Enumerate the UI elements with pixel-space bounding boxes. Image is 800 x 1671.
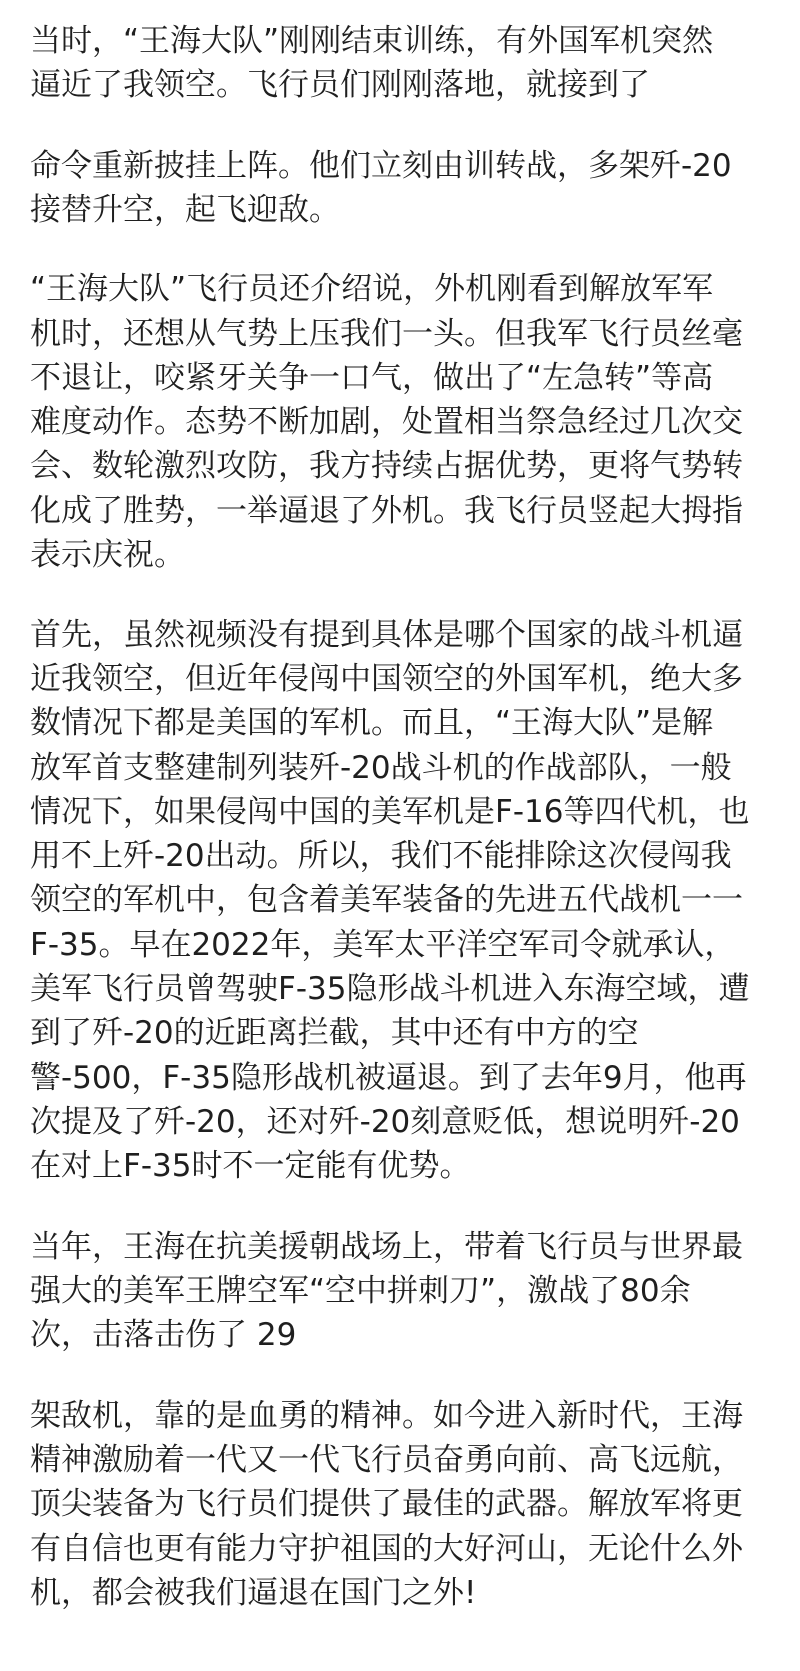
text-line: 当年，王海在抗美援朝战场上，带着飞行员与世界最 — [30, 1229, 743, 1265]
text-line: 当时，“王海大队”刚刚结束训练，有外国军机突然 — [30, 23, 714, 59]
text-line: 化成了胜势，一举逼退了外机。我飞行员竖起大拇指 — [30, 493, 743, 529]
text-line: 警-500，F-35隐形战机被逼退。到了去年9月，他再 — [30, 1060, 747, 1096]
text-line: 机，都会被我们逼退在国门之外! — [30, 1575, 477, 1611]
text-line: 到了歼-20的近距离拦截，其中还有中方的空 — [30, 1015, 639, 1051]
text-line: 逼近了我领空。飞行员们刚刚落地，就接到了 — [30, 67, 650, 103]
text-line: 机时，还想从气势上压我们一头。但我军飞行员丝毫 — [30, 316, 743, 352]
text-line: 放军首支整建制列装歼-20战斗机的作战部队，一般 — [30, 750, 732, 786]
text-line: “王海大队”飞行员还介绍说，外机刚看到解放军军 — [30, 271, 714, 307]
text-line: 有自信也更有能力守护祖国的大好河山，无论什么外 — [30, 1531, 743, 1567]
text-line: 数情况下都是美国的军机。而且，“王海大队”是解 — [30, 705, 714, 741]
text-line: 难度动作。态势不断加剧，处置相当祭急经过几次交 — [30, 404, 743, 440]
text-line: 会、数轮激烈攻防，我方持续占据优势，更将气势转 — [30, 448, 743, 484]
text-line: 首先，虽然视频没有提到具体是哪个国家的战斗机逼 — [30, 617, 743, 653]
text-line: F-35。早在2022年，美军太平洋空军司令就承认， — [30, 927, 736, 963]
text-line: 次提及了歼-20，还对歼-20刻意贬低，想说明歼-20 — [30, 1104, 740, 1140]
text-line: 顶尖装备为飞行员们提供了最佳的武器。解放军将更 — [30, 1486, 743, 1522]
text-line: 在对上F-35时不一定能有优势。 — [30, 1148, 471, 1184]
text-line: 美军飞行员曾驾驶F-35隐形战斗机进入东海空域，遭 — [30, 971, 750, 1007]
text-line: 次，击落击伤了 29 — [30, 1317, 297, 1353]
text-line: 领空的军机中，包含着美军装备的先进五代战机一一 — [30, 882, 743, 918]
text-line: 接替升空，起飞迎敌。 — [30, 192, 340, 228]
text-line: 用不上歼-20出动。所以，我们不能排除这次侵闯我 — [30, 838, 732, 874]
text-line: 近我领空，但近年侵闯中国领空的外国军机，绝大多 — [30, 661, 743, 697]
text-line: 精神激励着一代又一代飞行员奋勇向前、高飞远航， — [30, 1442, 743, 1478]
text-line: 强大的美军王牌空军“空中拼刺刀”，激战了80余 — [30, 1273, 691, 1309]
text-line: 情况下，如果侵闯中国的美军机是F-16等四代机，也 — [30, 794, 750, 830]
text-line: 不退让，咬紧牙关争一口气，做出了“左急转”等高 — [30, 360, 714, 396]
text-line: 命令重新披挂上阵。他们立刻由训转战，多架歼-20 — [30, 148, 732, 184]
text-line: 架敌机，靠的是血勇的精神。如今进入新时代，王海 — [30, 1398, 743, 1434]
text-line: 表示庆祝。 — [30, 537, 185, 573]
